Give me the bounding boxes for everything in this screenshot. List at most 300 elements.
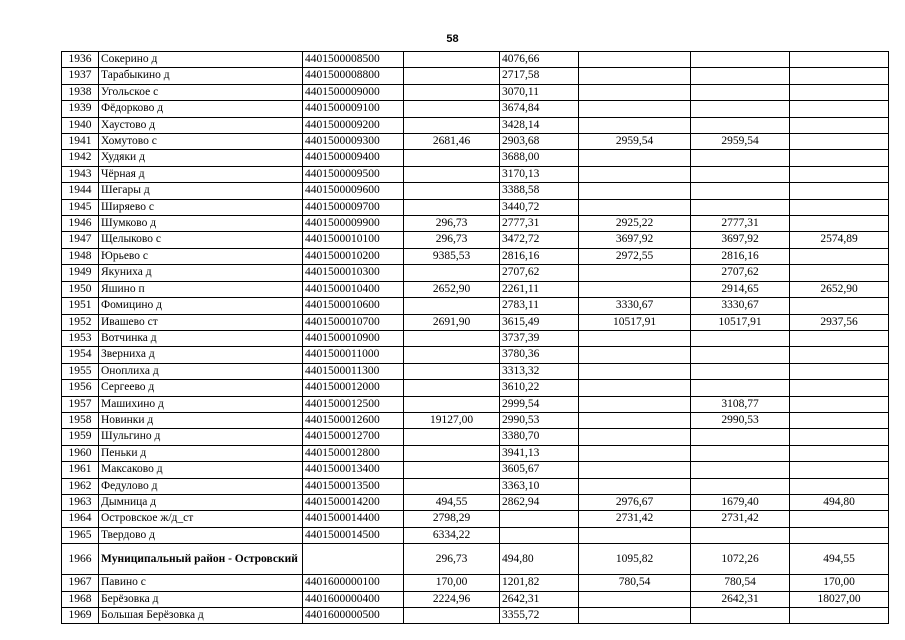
oktmo-code-cell: 4401600000100: [303, 575, 404, 591]
table-row: [62, 134, 889, 150]
settlement-name-cell: Машихино д: [99, 396, 303, 412]
settlement-name-cell: Якуниха д: [99, 265, 303, 281]
settlement-name-cell: Большая Берёзовка д: [99, 608, 303, 624]
table-row: [62, 478, 889, 494]
value-3-cell: [579, 527, 691, 543]
oktmo-code-cell: 4401500009600: [303, 183, 404, 199]
settlement-name-cell: Островское ж/д_ст: [99, 511, 303, 527]
value-3-cell: 2925,22: [579, 216, 691, 232]
oktmo-code-cell: 4401500014500: [303, 527, 404, 543]
settlement-name-cell: Угольское с: [99, 84, 303, 100]
settlement-name-cell: Муниципальный район - Островский: [99, 544, 303, 575]
row-number-cell: 1955: [62, 363, 99, 379]
value-2-cell: 3388,58: [500, 183, 579, 199]
table-row: [62, 68, 889, 84]
table-row: [62, 281, 889, 297]
value-4-cell: 2990,53: [691, 412, 790, 428]
value-2-cell: 4076,66: [500, 52, 579, 68]
value-2-cell: 3941,13: [500, 445, 579, 461]
value-5-cell: [790, 363, 889, 379]
value-4-cell: 2707,62: [691, 265, 790, 281]
settlement-name-cell: Яшино п: [99, 281, 303, 297]
table-row: [62, 248, 889, 264]
value-4-cell: 10517,91: [691, 314, 790, 330]
oktmo-code-cell: 4401500010400: [303, 281, 404, 297]
value-3-cell: 1095,82: [579, 544, 691, 575]
oktmo-code-cell: 4401500009200: [303, 117, 404, 133]
settlement-name-cell: Чёрная д: [99, 166, 303, 182]
oktmo-code-cell: 4401500014200: [303, 494, 404, 510]
settlement-name-cell: Федулово д: [99, 478, 303, 494]
table-row: [62, 445, 889, 461]
value-1-cell: 170,00: [404, 575, 500, 591]
row-number-cell: 1967: [62, 575, 99, 591]
table-row: [62, 511, 889, 527]
value-1-cell: 296,73: [404, 232, 500, 248]
value-2-cell: 2777,31: [500, 216, 579, 232]
value-3-cell: [579, 265, 691, 281]
value-4-cell: [691, 166, 790, 182]
table-row: [62, 591, 889, 607]
value-5-cell: 170,00: [790, 575, 889, 591]
value-3-cell: [579, 478, 691, 494]
value-5-cell: 2652,90: [790, 281, 889, 297]
oktmo-code-cell: 4401500012000: [303, 380, 404, 396]
value-3-cell: [579, 68, 691, 84]
value-4-cell: [691, 363, 790, 379]
value-2-cell: 3428,14: [500, 117, 579, 133]
settlement-name-cell: Новинки д: [99, 412, 303, 428]
value-1-cell: [404, 478, 500, 494]
oktmo-code-cell: 4401500012500: [303, 396, 404, 412]
value-4-cell: 3697,92: [691, 232, 790, 248]
value-1-cell: 494,55: [404, 494, 500, 510]
value-1-cell: 296,73: [404, 216, 500, 232]
row-number-cell: 1950: [62, 281, 99, 297]
row-number-cell: 1968: [62, 591, 99, 607]
value-5-cell: [790, 216, 889, 232]
oktmo-code-cell: 4401500009300: [303, 134, 404, 150]
value-5-cell: [790, 150, 889, 166]
value-2-cell: 2999,54: [500, 396, 579, 412]
row-number-cell: 1953: [62, 330, 99, 346]
value-3-cell: [579, 445, 691, 461]
row-number-cell: 1951: [62, 298, 99, 314]
value-3-cell: [579, 396, 691, 412]
value-5-cell: [790, 396, 889, 412]
oktmo-code-cell: 4401500008500: [303, 52, 404, 68]
table-body: [62, 52, 889, 624]
row-number-cell: 1946: [62, 216, 99, 232]
value-1-cell: [404, 183, 500, 199]
settlement-name-cell: Хаустово д: [99, 117, 303, 133]
value-5-cell: [790, 183, 889, 199]
value-4-cell: [691, 330, 790, 346]
value-5-cell: [790, 462, 889, 478]
value-2-cell: [500, 527, 579, 543]
value-2-cell: 2862,94: [500, 494, 579, 510]
oktmo-code-cell: 4401500009700: [303, 199, 404, 215]
settlement-name-cell: Щелыково с: [99, 232, 303, 248]
oktmo-code-cell: 4401500010300: [303, 265, 404, 281]
value-2-cell: 3440,72: [500, 199, 579, 215]
settlement-name-cell: Тарабыкино д: [99, 68, 303, 84]
value-4-cell: 1072,26: [691, 544, 790, 575]
oktmo-code-cell: 4401500009500: [303, 166, 404, 182]
row-number-cell: 1958: [62, 412, 99, 428]
value-3-cell: 3697,92: [579, 232, 691, 248]
oktmo-code-cell: 4401500009100: [303, 101, 404, 117]
value-1-cell: 2652,90: [404, 281, 500, 297]
row-number-cell: 1965: [62, 527, 99, 543]
value-4-cell: [691, 183, 790, 199]
row-number-cell: 1960: [62, 445, 99, 461]
settlement-name-cell: Твердово д: [99, 527, 303, 543]
settlement-name-cell: Хомутово с: [99, 134, 303, 150]
value-1-cell: [404, 608, 500, 624]
value-3-cell: 2972,55: [579, 248, 691, 264]
value-2-cell: 3610,22: [500, 380, 579, 396]
value-2-cell: 3688,00: [500, 150, 579, 166]
value-3-cell: [579, 363, 691, 379]
row-number-cell: 1941: [62, 134, 99, 150]
value-1-cell: 6334,22: [404, 527, 500, 543]
value-2-cell: 1201,82: [500, 575, 579, 591]
value-4-cell: 2777,31: [691, 216, 790, 232]
value-3-cell: [579, 84, 691, 100]
value-2-cell: 3605,67: [500, 462, 579, 478]
settlement-name-cell: Павино с: [99, 575, 303, 591]
settlement-name-cell: Шумково д: [99, 216, 303, 232]
row-number-cell: 1943: [62, 166, 99, 182]
value-3-cell: [579, 166, 691, 182]
value-1-cell: 9385,53: [404, 248, 500, 264]
value-4-cell: 2959,54: [691, 134, 790, 150]
value-1-cell: 2224,96: [404, 591, 500, 607]
settlement-name-cell: Фёдорково д: [99, 101, 303, 117]
oktmo-code-cell: 4401500010700: [303, 314, 404, 330]
oktmo-code-cell: 4401500010900: [303, 330, 404, 346]
value-5-cell: [790, 298, 889, 314]
value-5-cell: [790, 330, 889, 346]
row-number-cell: 1962: [62, 478, 99, 494]
table-row: [62, 412, 889, 428]
value-4-cell: [691, 462, 790, 478]
value-4-cell: 2642,31: [691, 591, 790, 607]
table-row: [62, 117, 889, 133]
value-4-cell: 3330,67: [691, 298, 790, 314]
value-5-cell: [790, 478, 889, 494]
value-3-cell: [579, 150, 691, 166]
value-5-cell: 2574,89: [790, 232, 889, 248]
settlement-name-cell: Вотчинка д: [99, 330, 303, 346]
value-2-cell: 3380,70: [500, 429, 579, 445]
value-4-cell: [691, 117, 790, 133]
oktmo-code-cell: [303, 544, 404, 575]
table-row: [62, 380, 889, 396]
oktmo-code-cell: 4401500010100: [303, 232, 404, 248]
value-1-cell: [404, 265, 500, 281]
value-5-cell: 494,55: [790, 544, 889, 575]
value-2-cell: 2707,62: [500, 265, 579, 281]
value-1-cell: [404, 462, 500, 478]
value-1-cell: [404, 84, 500, 100]
row-number-cell: 1954: [62, 347, 99, 363]
value-1-cell: [404, 101, 500, 117]
oktmo-code-cell: 4401500010600: [303, 298, 404, 314]
table-row: [62, 494, 889, 510]
value-1-cell: [404, 68, 500, 84]
table-row: [62, 396, 889, 412]
value-3-cell: [579, 380, 691, 396]
value-1-cell: 2681,46: [404, 134, 500, 150]
row-number-cell: 1937: [62, 68, 99, 84]
settlement-name-cell: Фомицино д: [99, 298, 303, 314]
value-5-cell: 18027,00: [790, 591, 889, 607]
row-number-cell: 1940: [62, 117, 99, 133]
value-2-cell: 2816,16: [500, 248, 579, 264]
value-1-cell: [404, 445, 500, 461]
value-4-cell: 780,54: [691, 575, 790, 591]
value-3-cell: 2959,54: [579, 134, 691, 150]
value-4-cell: 3108,77: [691, 396, 790, 412]
value-2-cell: 2717,58: [500, 68, 579, 84]
value-4-cell: [691, 101, 790, 117]
value-1-cell: 2798,29: [404, 511, 500, 527]
value-1-cell: 19127,00: [404, 412, 500, 428]
value-4-cell: [691, 527, 790, 543]
settlement-name-cell: Пеньки д: [99, 445, 303, 461]
row-number-cell: 1966: [62, 544, 99, 575]
settlement-name-cell: Оноплиха д: [99, 363, 303, 379]
value-2-cell: 2903,68: [500, 134, 579, 150]
row-number-cell: 1969: [62, 608, 99, 624]
value-2-cell: 3070,11: [500, 84, 579, 100]
row-number-cell: 1961: [62, 462, 99, 478]
value-4-cell: [691, 380, 790, 396]
table-row: [62, 52, 889, 68]
table-row: [62, 347, 889, 363]
row-number-cell: 1938: [62, 84, 99, 100]
settlement-name-cell: Дымница д: [99, 494, 303, 510]
row-number-cell: 1957: [62, 396, 99, 412]
oktmo-code-cell: 4401500013400: [303, 462, 404, 478]
oktmo-code-cell: 4401500009400: [303, 150, 404, 166]
value-3-cell: [579, 591, 691, 607]
table-row: [62, 183, 889, 199]
row-number-cell: 1949: [62, 265, 99, 281]
oktmo-code-cell: 4401500008800: [303, 68, 404, 84]
value-5-cell: [790, 527, 889, 543]
row-number-cell: 1963: [62, 494, 99, 510]
value-3-cell: 2976,67: [579, 494, 691, 510]
table-row: [62, 265, 889, 281]
value-5-cell: [790, 68, 889, 84]
value-4-cell: [691, 150, 790, 166]
value-2-cell: 3170,13: [500, 166, 579, 182]
table-row: [62, 298, 889, 314]
value-4-cell: [691, 429, 790, 445]
table-row: [62, 101, 889, 117]
value-5-cell: 2937,56: [790, 314, 889, 330]
value-5-cell: [790, 608, 889, 624]
value-5-cell: [790, 511, 889, 527]
value-5-cell: [790, 248, 889, 264]
table-row: [62, 150, 889, 166]
value-5-cell: [790, 199, 889, 215]
value-3-cell: [579, 199, 691, 215]
value-2-cell: 3472,72: [500, 232, 579, 248]
settlement-name-cell: Максаково д: [99, 462, 303, 478]
value-4-cell: [691, 608, 790, 624]
value-2-cell: 2783,11: [500, 298, 579, 314]
value-5-cell: [790, 101, 889, 117]
value-3-cell: 780,54: [579, 575, 691, 591]
table-row: [62, 199, 889, 215]
value-1-cell: [404, 363, 500, 379]
page-number: 58: [446, 33, 459, 45]
settlement-name-cell: Берёзовка д: [99, 591, 303, 607]
row-number-cell: 1945: [62, 199, 99, 215]
value-3-cell: [579, 347, 691, 363]
oktmo-code-cell: 4401500011000: [303, 347, 404, 363]
oktmo-code-cell: 4401500012700: [303, 429, 404, 445]
value-1-cell: [404, 429, 500, 445]
value-1-cell: [404, 199, 500, 215]
value-1-cell: [404, 117, 500, 133]
value-1-cell: [404, 52, 500, 68]
oktmo-code-cell: 4401600000500: [303, 608, 404, 624]
row-number-cell: 1944: [62, 183, 99, 199]
value-1-cell: [404, 330, 500, 346]
value-5-cell: [790, 265, 889, 281]
value-1-cell: [404, 347, 500, 363]
oktmo-code-cell: 4401500009900: [303, 216, 404, 232]
value-4-cell: 1679,40: [691, 494, 790, 510]
value-5-cell: [790, 380, 889, 396]
value-3-cell: [579, 52, 691, 68]
row-number-cell: 1964: [62, 511, 99, 527]
row-number-cell: 1952: [62, 314, 99, 330]
table-row: [62, 462, 889, 478]
data-table: [61, 51, 889, 624]
table-row: [62, 363, 889, 379]
settlement-name-cell: Шегары д: [99, 183, 303, 199]
value-4-cell: 2914,65: [691, 281, 790, 297]
value-3-cell: 10517,91: [579, 314, 691, 330]
value-2-cell: 3674,84: [500, 101, 579, 117]
table-row: [62, 232, 889, 248]
settlement-name-cell: Ивашево ст: [99, 314, 303, 330]
value-3-cell: [579, 429, 691, 445]
value-1-cell: [404, 298, 500, 314]
table-row: [62, 166, 889, 182]
value-4-cell: [691, 68, 790, 84]
settlement-name-cell: Худяки д: [99, 150, 303, 166]
oktmo-code-cell: 4401500013500: [303, 478, 404, 494]
value-2-cell: 2642,31: [500, 591, 579, 607]
value-5-cell: [790, 166, 889, 182]
table-row: [62, 84, 889, 100]
value-1-cell: [404, 380, 500, 396]
value-1-cell: 2691,90: [404, 314, 500, 330]
table-row: [62, 544, 889, 575]
value-3-cell: [579, 101, 691, 117]
value-5-cell: [790, 117, 889, 133]
value-5-cell: [790, 429, 889, 445]
table-row: [62, 527, 889, 543]
oktmo-code-cell: 4401500012600: [303, 412, 404, 428]
value-2-cell: 3780,36: [500, 347, 579, 363]
value-4-cell: [691, 84, 790, 100]
value-4-cell: 2816,16: [691, 248, 790, 264]
table-row: [62, 314, 889, 330]
table-row: [62, 429, 889, 445]
value-3-cell: [579, 183, 691, 199]
value-1-cell: 296,73: [404, 544, 500, 575]
oktmo-code-cell: 4401500009000: [303, 84, 404, 100]
value-4-cell: [691, 52, 790, 68]
value-4-cell: [691, 199, 790, 215]
value-5-cell: [790, 134, 889, 150]
value-5-cell: [790, 347, 889, 363]
value-2-cell: 2990,53: [500, 412, 579, 428]
row-number-cell: 1948: [62, 248, 99, 264]
value-2-cell: 3615,49: [500, 314, 579, 330]
value-3-cell: [579, 281, 691, 297]
table-row: [62, 216, 889, 232]
table-row: [62, 330, 889, 346]
value-4-cell: 2731,42: [691, 511, 790, 527]
row-number-cell: 1947: [62, 232, 99, 248]
value-5-cell: [790, 412, 889, 428]
table-row: [62, 575, 889, 591]
value-1-cell: [404, 166, 500, 182]
value-3-cell: [579, 330, 691, 346]
oktmo-code-cell: 4401500014400: [303, 511, 404, 527]
value-2-cell: [500, 511, 579, 527]
settlement-name-cell: Ширяево с: [99, 199, 303, 215]
oktmo-code-cell: 4401600000400: [303, 591, 404, 607]
row-number-cell: 1959: [62, 429, 99, 445]
settlement-name-cell: Сергеево д: [99, 380, 303, 396]
value-2-cell: 3363,10: [500, 478, 579, 494]
value-2-cell: 3355,72: [500, 608, 579, 624]
value-2-cell: 494,80: [500, 544, 579, 575]
value-3-cell: [579, 412, 691, 428]
table-row: [62, 608, 889, 624]
oktmo-code-cell: 4401500011300: [303, 363, 404, 379]
settlement-name-cell: Сокерино д: [99, 52, 303, 68]
value-4-cell: [691, 347, 790, 363]
value-3-cell: [579, 462, 691, 478]
value-5-cell: [790, 52, 889, 68]
value-5-cell: 494,80: [790, 494, 889, 510]
settlement-name-cell: Шульгино д: [99, 429, 303, 445]
row-number-cell: 1942: [62, 150, 99, 166]
value-1-cell: [404, 150, 500, 166]
value-3-cell: [579, 117, 691, 133]
value-4-cell: [691, 478, 790, 494]
value-5-cell: [790, 84, 889, 100]
value-2-cell: 2261,11: [500, 281, 579, 297]
value-4-cell: [691, 445, 790, 461]
settlement-name-cell: Зверниха д: [99, 347, 303, 363]
value-1-cell: [404, 396, 500, 412]
value-2-cell: 3737,39: [500, 330, 579, 346]
oktmo-code-cell: 4401500010200: [303, 248, 404, 264]
settlement-name-cell: Юрьево с: [99, 248, 303, 264]
